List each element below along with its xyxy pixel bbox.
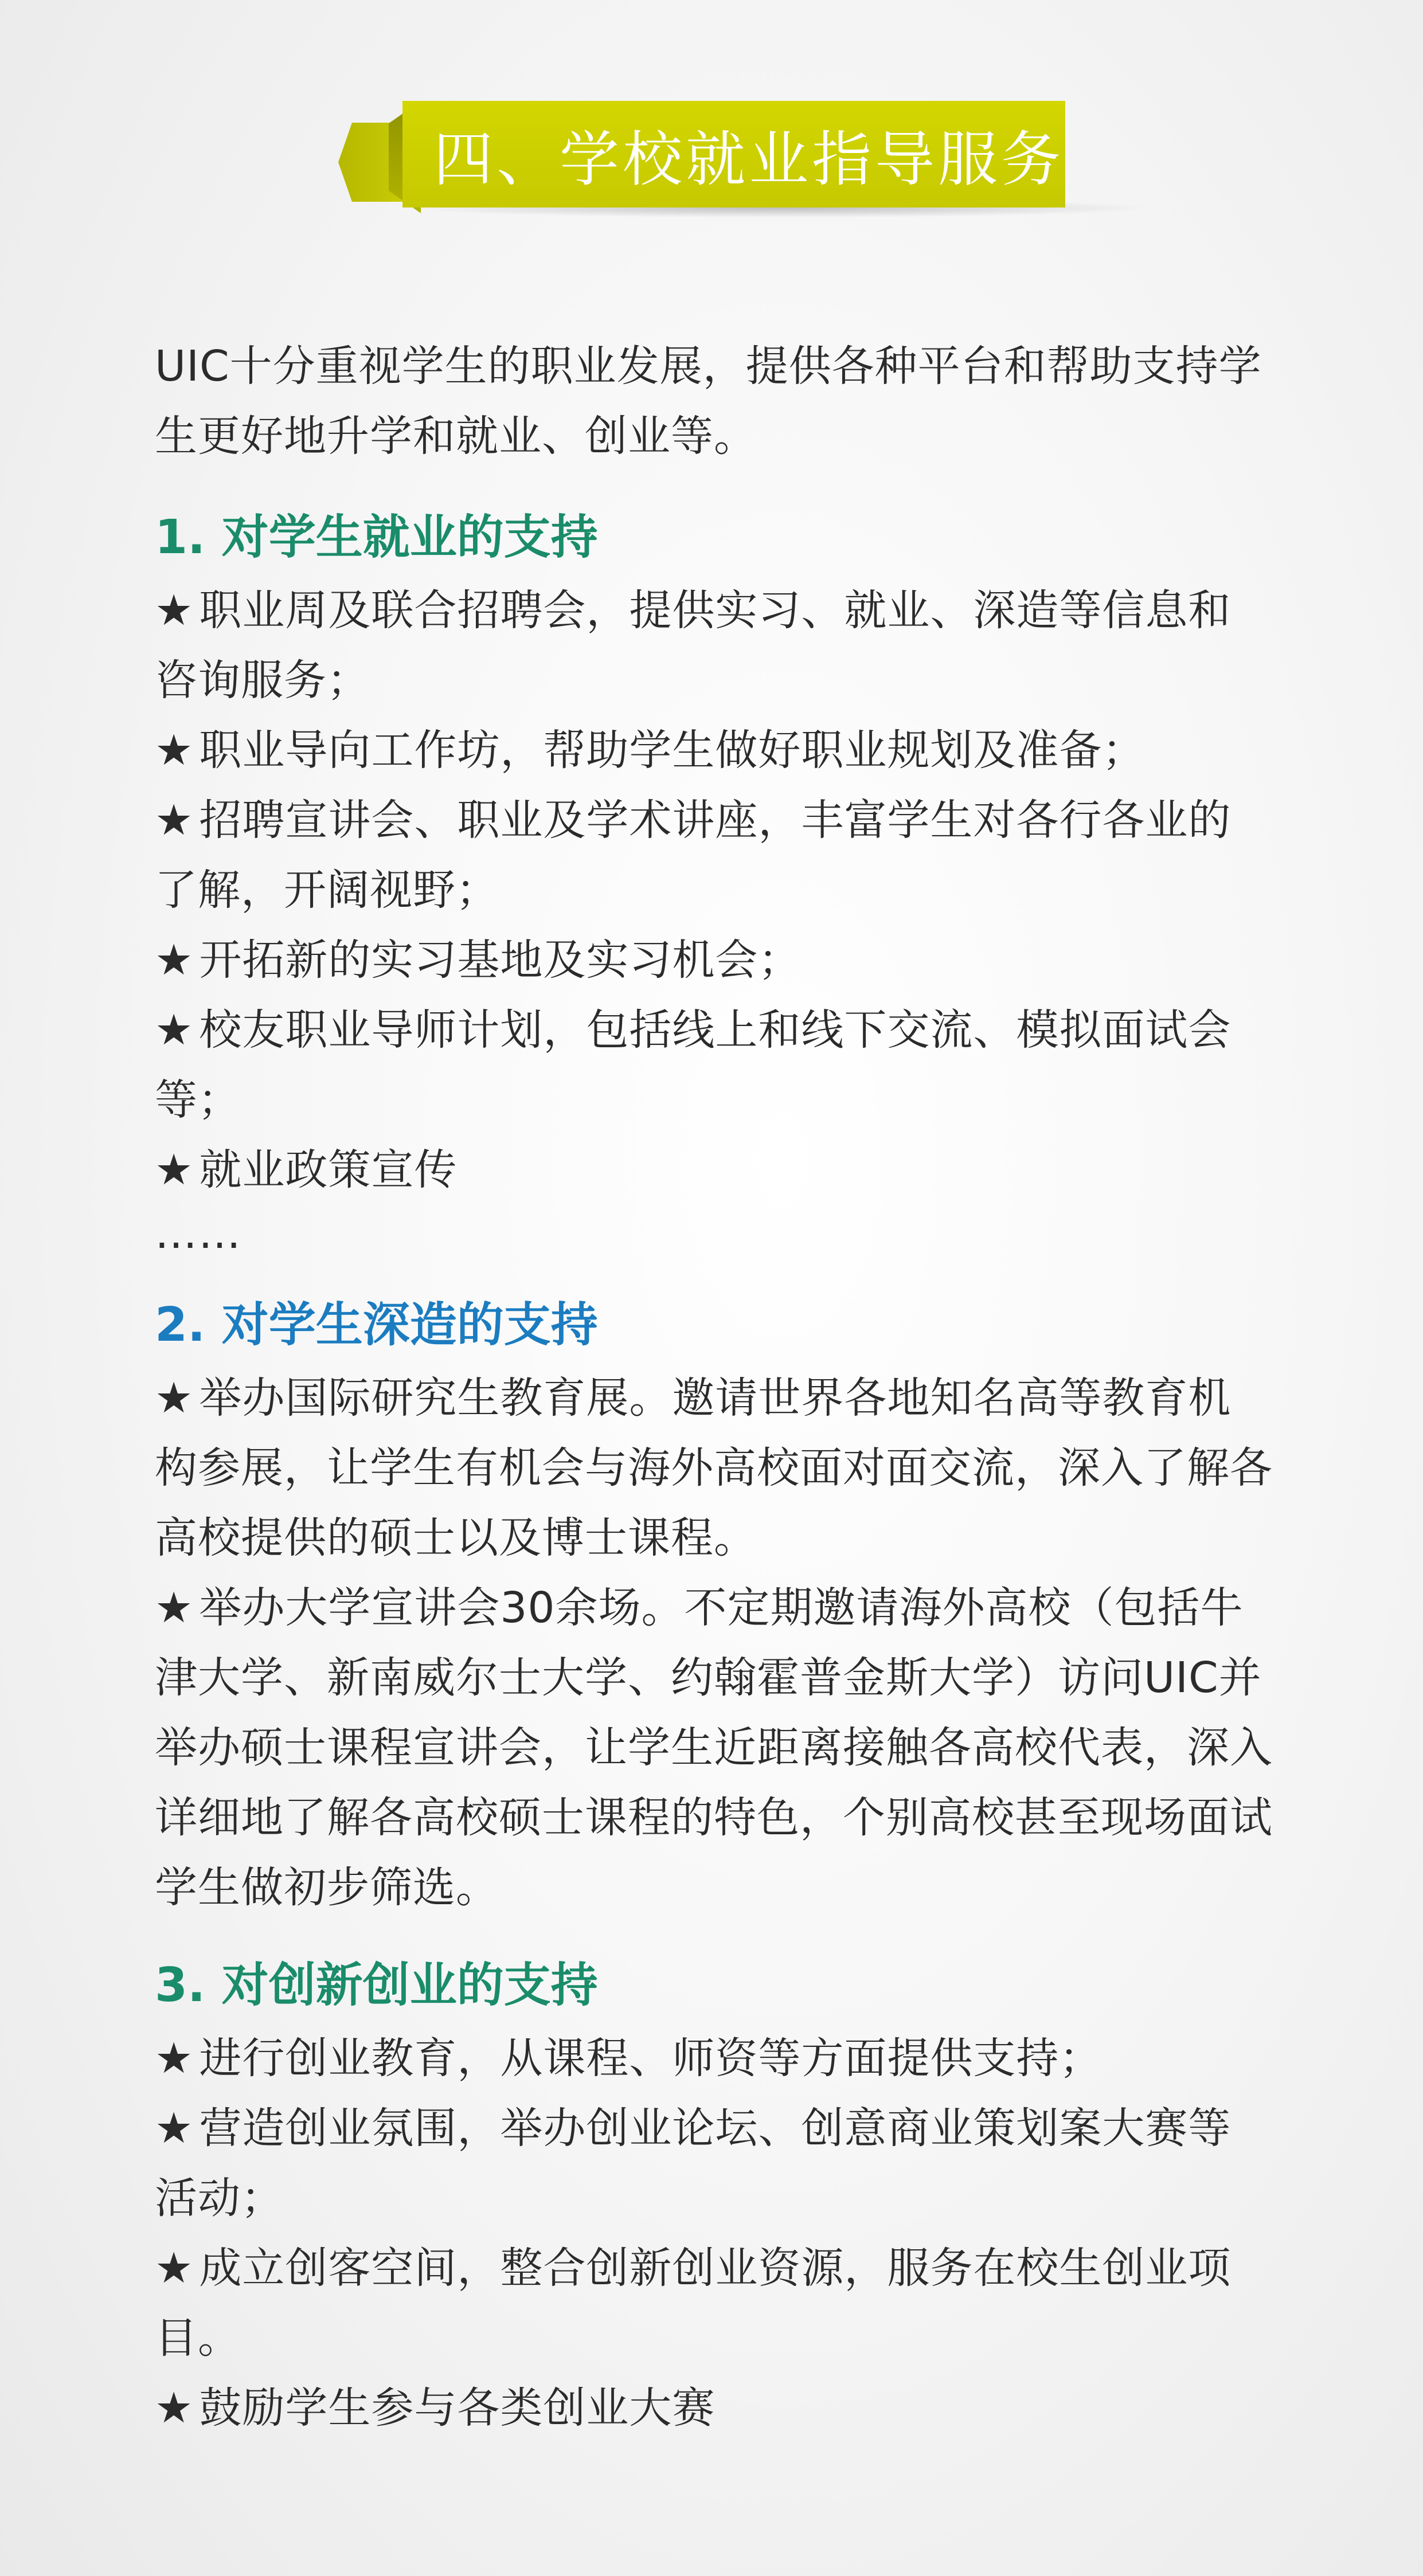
intro-paragraph: UIC十分重视学生的职业发展，提供各种平台和帮助支持学生更好地升学和就业、创业等。 — [155, 342, 1262, 461]
list-item — [155, 576, 1273, 715]
banner-ribbon — [402, 101, 1065, 208]
list-item — [155, 2023, 1273, 2093]
list-item — [155, 925, 1273, 995]
star-icon: ★ — [155, 2034, 194, 2083]
star-icon: ★ — [155, 2104, 194, 2153]
list-item-text: 就业政策宣传 — [199, 1145, 458, 1195]
list-item — [155, 1363, 1273, 1573]
title-banner — [338, 101, 1065, 213]
list-item — [155, 785, 1273, 925]
list-item — [155, 1135, 1273, 1205]
list-item-text: 开拓新的实习基地及实习机会； — [199, 935, 802, 985]
star-icon: ★ — [155, 1583, 194, 1632]
list-item — [155, 2233, 1273, 2373]
section-employment — [155, 500, 1273, 1262]
list-item — [155, 1573, 1273, 1923]
star-icon: ★ — [155, 935, 194, 985]
list-item-text: 举办大学宣讲会30余场。不定期邀请海外高校（包括牛津大学、新南威尔士大学、约翰霍普金斯大学）访问UIC并举办硕士课程宣讲会，让学生近距离接触各高校代表，深入详细地了解各高校硕士课程的特色，个别高校甚至现场面试学生做初步筛选。 — [155, 1583, 1273, 1912]
list-item-text: 进行创业教育，从课程、师资等方面提供支持； — [199, 2034, 1103, 2083]
page-title: 四、学校就业指导服务 — [433, 124, 1065, 194]
list-item-text: 举办国际研究生教育展。邀请世界各地知名高等教育机构参展，让学生有机会与海外高校面对面交流，深入了解各高校提供的硕士以及博士课程。 — [155, 1373, 1273, 1563]
star-icon: ★ — [155, 1145, 194, 1195]
list-item-text: 职业导向工作坊，帮助学生做好职业规划及准备； — [199, 726, 1146, 775]
list-item — [155, 2373, 1273, 2443]
main-content — [155, 331, 1273, 2468]
list-item — [155, 715, 1273, 785]
star-icon: ★ — [155, 586, 194, 635]
list-item-text: 鼓励学生参与各类创业大赛 — [199, 2383, 716, 2433]
list-item-text: 招聘宣讲会、职业及学术讲座，丰富学生对各行各业的了解，开阔视野； — [155, 796, 1232, 915]
ellipsis: …… — [155, 1209, 242, 1258]
star-icon: ★ — [155, 726, 194, 775]
section-heading: 2. 对学生深造的支持 — [155, 1298, 598, 1352]
star-icon: ★ — [155, 2383, 194, 2433]
star-icon: ★ — [155, 796, 194, 845]
list-item-text: 营造创业氛围，举办创业论坛、创意商业策划案大赛等活动； — [155, 2104, 1232, 2223]
section-heading: 3. 对创新创业的支持 — [155, 1958, 598, 2013]
list-item-text: 成立创客空间，整合创新创业资源，服务在校生创业项目。 — [155, 2244, 1232, 2363]
section-heading: 1. 对学生就业的支持 — [155, 510, 598, 565]
section-further-study — [155, 1287, 1273, 1923]
list-item-text: 职业周及联合招聘会，提供实习、就业、深造等信息和咨询服务； — [155, 586, 1232, 705]
star-icon: ★ — [155, 1005, 194, 1055]
star-icon: ★ — [155, 1373, 194, 1423]
list-item — [155, 2093, 1273, 2233]
list-item-text: 校友职业导师计划，包括线上和线下交流、模拟面试会等； — [155, 1005, 1232, 1125]
list-item — [155, 995, 1273, 1135]
star-icon: ★ — [155, 2244, 194, 2293]
section-entrepreneurship — [155, 1948, 1273, 2443]
